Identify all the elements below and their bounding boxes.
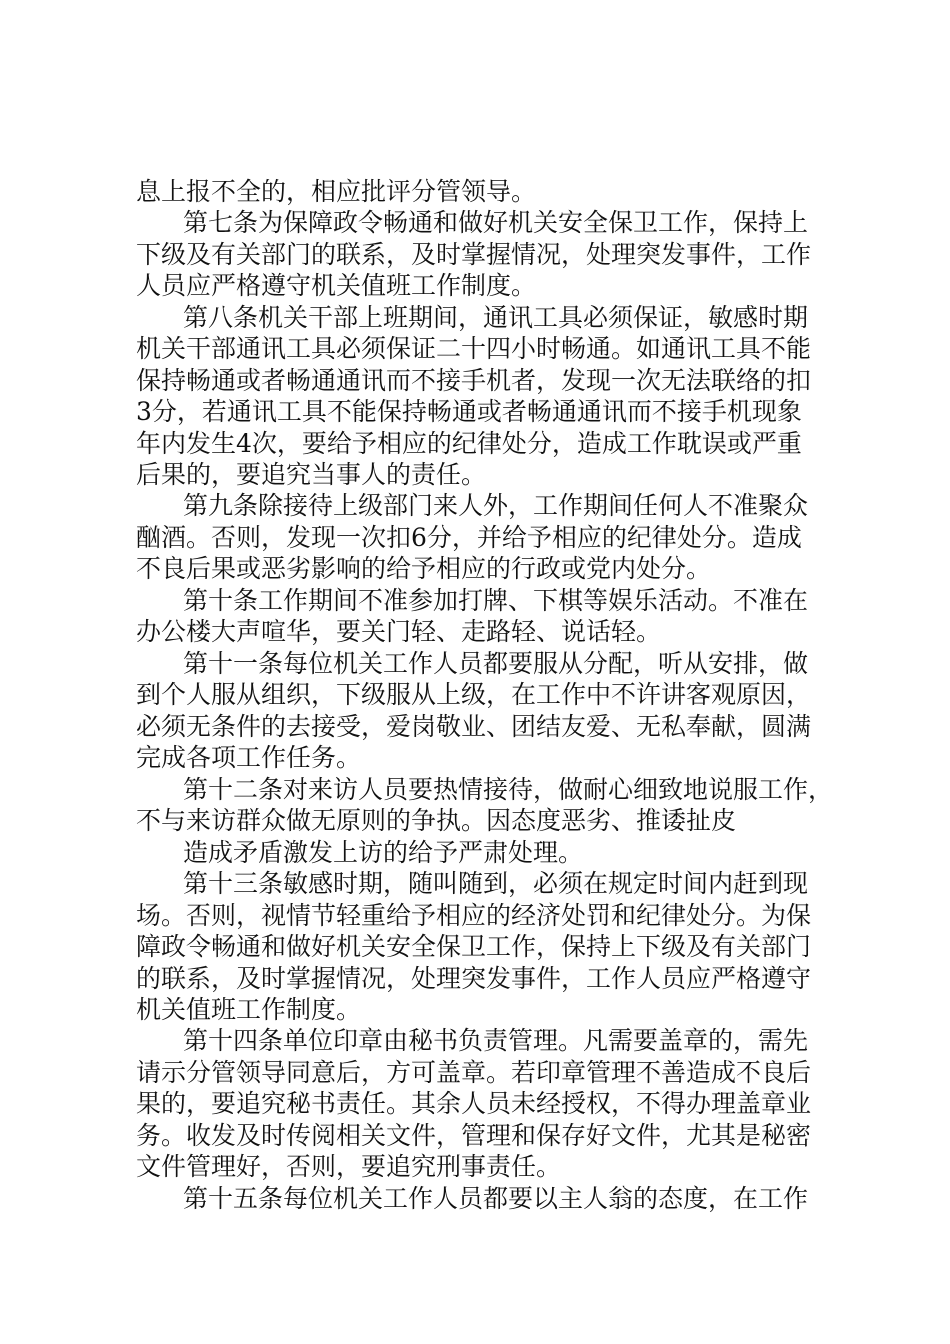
text-line: 不良后果或恶劣影响的给予相应的行政或党内处分。 bbox=[136, 554, 712, 583]
text-line: 年内发生4次，要给予相应的纪律处分，造成工作耽误或严重 bbox=[136, 429, 802, 458]
text-line: 请示分管领导同意后，方可盖章。若印章管理不善造成不良后 bbox=[136, 1058, 812, 1087]
text-line: 第十一条每位机关工作人员都要服从分配，听从安排，做 bbox=[183, 649, 809, 678]
text-line: 第八条机关干部上班期间，通讯工具必须保证，敏感时期 bbox=[183, 303, 809, 332]
text-line: 完成各项工作任务。 bbox=[136, 743, 362, 772]
text-line: 场。否则，视情节轻重给予相应的经济处罚和纪律处分。为保 bbox=[136, 901, 812, 930]
text-line: 果的，要追究秘书责任。其余人员未经授权，不得办理盖章业 bbox=[136, 1089, 812, 1118]
text-line: 第十五条每位机关工作人员都要以主人翁的态度，在工作 bbox=[183, 1184, 809, 1213]
text-line: 障政令畅通和做好机关安全保卫工作，保持上下级及有关部门 bbox=[136, 932, 812, 961]
text-line: 造成矛盾激发上访的给予严肃处理。 bbox=[183, 838, 584, 867]
text-line: 的联系，及时掌握情况，处理突发事件，工作人员应严格遵守 bbox=[136, 964, 812, 993]
text-line: 办公楼大声喧华，要关门轻、走路轻、说话轻。 bbox=[136, 617, 662, 646]
text-line: 酗酒。否则，发现一次扣6分，并给予相应的纪律处分。造成 bbox=[136, 523, 802, 552]
text-line: 第七条为保障政令畅通和做好机关安全保卫工作，保持上 bbox=[183, 208, 809, 237]
text-line: 到个人服从组织，下级服从上级，在工作中不许讲客观原因， bbox=[136, 680, 812, 709]
text-line: 第十三条敏感时期，随叫随到，必须在规定时间内赶到现 bbox=[183, 869, 809, 898]
text-line: 第十二条对来访人员要热情接待，做耐心细致地说服工作， bbox=[183, 775, 834, 804]
text-line: 机关值班工作制度。 bbox=[136, 995, 362, 1024]
text-line: 3分，若通讯工具不能保持畅通或者畅通通讯而不接手机现象 bbox=[136, 397, 802, 426]
text-line: 息上报不全的，相应批评分管领导。 bbox=[136, 177, 537, 206]
text-line: 文件管理好，否则，要追究刑事责任。 bbox=[136, 1152, 562, 1181]
text-line: 务。收发及时传阅相关文件，管理和保存好文件，尤其是秘密 bbox=[136, 1121, 812, 1150]
text-line: 不与来访群众做无原则的争执。因态度恶劣、推诿扯皮 bbox=[136, 806, 737, 835]
text-line: 人员应严格遵守机关值班工作制度。 bbox=[136, 271, 537, 300]
text-line: 必须无条件的去接受，爱岗敬业、团结友爱、无私奉献，圆满 bbox=[136, 712, 812, 741]
text-line: 第九条除接待上级部门来人外，工作期间任何人不准聚众 bbox=[183, 491, 809, 520]
text-line: 第十四条单位印章由秘书负责管理。凡需要盖章的，需先 bbox=[183, 1026, 809, 1055]
text-line: 第十条工作期间不准参加打牌、下棋等娱乐活动。不准在 bbox=[183, 586, 809, 615]
text-line: 后果的，要追究当事人的责任。 bbox=[136, 460, 487, 489]
text-line: 机关干部通讯工具必须保证二十四小时畅通。如通讯工具不能 bbox=[136, 334, 812, 363]
text-line: 保持畅通或者畅通通讯而不接手机者，发现一次无法联络的扣 bbox=[136, 366, 812, 395]
text-line: 下级及有关部门的联系，及时掌握情况，处理突发事件，工作 bbox=[136, 240, 812, 269]
